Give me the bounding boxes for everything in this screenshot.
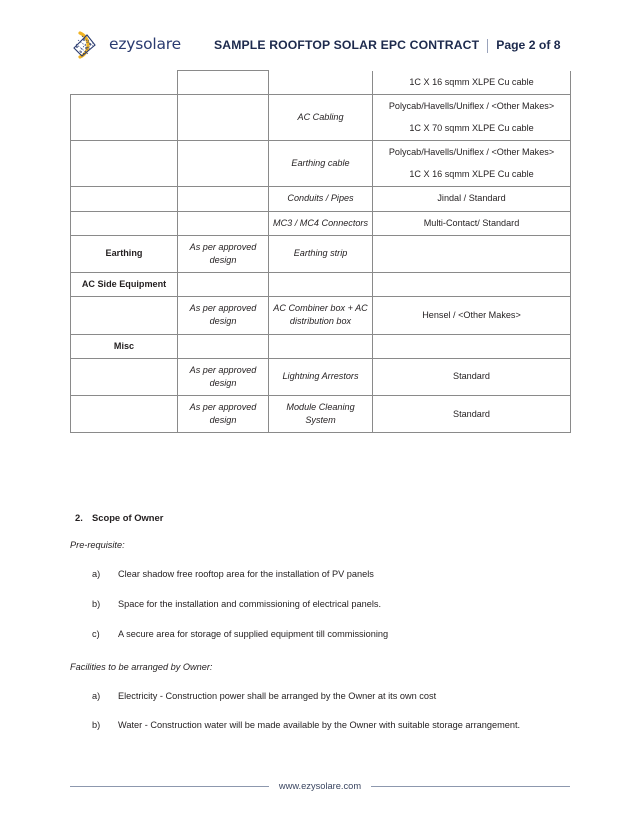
make-line: Polycab/Havells/Uniflex / <Other Makes> bbox=[388, 147, 555, 158]
cell-category bbox=[71, 297, 178, 334]
section-title: Scope of Owner bbox=[92, 512, 164, 523]
brand-wordmark: ezysolare bbox=[109, 35, 181, 54]
table-row bbox=[71, 334, 571, 358]
table-row bbox=[71, 71, 571, 95]
table-row bbox=[71, 141, 571, 187]
cell-design bbox=[178, 141, 269, 187]
document-title: SAMPLE ROOFTOP SOLAR EPC CONTRACT bbox=[214, 38, 480, 52]
cell-item: MC3 / MC4 Connectors bbox=[269, 211, 373, 235]
cell-make: Jindal / Standard bbox=[373, 187, 571, 211]
cell-category: Misc bbox=[71, 334, 178, 358]
list-item bbox=[92, 719, 570, 733]
table-row bbox=[71, 273, 571, 297]
list-item bbox=[92, 690, 570, 704]
table-body bbox=[71, 71, 571, 433]
make-line: 1C X 70 sqmm XLPE Cu cable bbox=[409, 122, 534, 133]
cell-item: Earthing strip bbox=[269, 235, 373, 272]
cell-design bbox=[178, 273, 269, 297]
make-line: 1C X 16 sqmm XLPE Cu cable bbox=[409, 169, 534, 180]
cell-design: As per approved design bbox=[178, 396, 269, 433]
cell-category bbox=[71, 94, 178, 140]
list-marker: b) bbox=[92, 598, 101, 609]
brand-logo bbox=[70, 28, 192, 62]
cell-make bbox=[373, 141, 571, 187]
cell-category bbox=[71, 211, 178, 235]
table-row bbox=[71, 235, 571, 272]
cell-design bbox=[178, 187, 269, 211]
cell-category bbox=[71, 187, 178, 211]
table-row bbox=[71, 211, 571, 235]
table-row bbox=[71, 187, 571, 211]
page-indicator: Page 2 of 8 bbox=[496, 38, 561, 52]
cell-category bbox=[71, 396, 178, 433]
table-row bbox=[71, 297, 571, 334]
solar-panel-sun-icon bbox=[70, 28, 104, 62]
list-text: Clear shadow free rooftop area for the installation of PV panels bbox=[118, 569, 374, 580]
cell-design bbox=[178, 211, 269, 235]
cell-item bbox=[269, 334, 373, 358]
cell-category bbox=[71, 358, 178, 395]
cell-design: As per approved design bbox=[178, 297, 269, 334]
list-marker: b) bbox=[92, 720, 101, 731]
cell-design bbox=[178, 334, 269, 358]
cell-design bbox=[178, 94, 269, 140]
cell-category bbox=[71, 141, 178, 187]
cell-item bbox=[269, 273, 373, 297]
cell-item: AC Combiner box + AC distribution box bbox=[269, 297, 373, 334]
document-body bbox=[70, 512, 570, 749]
footer-website-url: www.ezysolare.com bbox=[278, 781, 362, 791]
list-marker: a) bbox=[92, 569, 101, 580]
list-text: Electricity - Construction power shall be arranged by the Owner at its own cost bbox=[118, 690, 437, 701]
cell-item: Earthing cable bbox=[269, 141, 373, 187]
section-heading bbox=[75, 512, 570, 524]
equipment-specification-table bbox=[70, 70, 571, 433]
footer-rule-right bbox=[371, 786, 570, 787]
cell-make bbox=[373, 235, 571, 272]
cell-make bbox=[373, 94, 571, 140]
list-text: A secure area for storage of supplied equipment till commissioning bbox=[118, 628, 389, 639]
list-text: Space for the installation and commissioning of electrical panels. bbox=[118, 598, 382, 609]
list-item bbox=[92, 628, 570, 642]
section-number: 2. bbox=[75, 512, 83, 523]
header-title-group bbox=[192, 36, 561, 54]
cell-make bbox=[373, 334, 571, 358]
cell-category: Earthing bbox=[71, 235, 178, 272]
page-header bbox=[70, 22, 570, 68]
list-marker: c) bbox=[92, 628, 100, 639]
cell-category bbox=[71, 71, 178, 95]
cell-category: AC Side Equipment bbox=[71, 273, 178, 297]
cell-make: Standard bbox=[373, 396, 571, 433]
cell-item: Conduits / Pipes bbox=[269, 187, 373, 211]
list-text: Water - Construction water will be made available by the Owner with suitable storage arrangement. bbox=[118, 720, 521, 731]
cell-design bbox=[178, 71, 269, 95]
cell-item: Module Cleaning System bbox=[269, 396, 373, 433]
facilities-label: Facilities to be arranged by Owner: bbox=[70, 661, 213, 672]
cell-design: As per approved design bbox=[178, 358, 269, 395]
cell-make: Hensel / <Other Makes> bbox=[373, 297, 571, 334]
prerequisite-label: Pre-requisite: bbox=[70, 540, 125, 551]
list-item bbox=[92, 568, 570, 582]
cell-make bbox=[373, 273, 571, 297]
list-item bbox=[92, 598, 570, 612]
cell-item: Lightning Arrestors bbox=[269, 358, 373, 395]
make-line: Polycab/Havells/Uniflex / <Other Makes> bbox=[388, 100, 555, 111]
cell-item: AC Cabling bbox=[269, 94, 373, 140]
table-row bbox=[71, 94, 571, 140]
title-divider bbox=[487, 39, 488, 53]
list-marker: a) bbox=[92, 690, 101, 701]
cell-make: Standard bbox=[373, 358, 571, 395]
page-footer bbox=[70, 781, 570, 791]
footer-rule-left bbox=[70, 786, 269, 787]
cell-item bbox=[269, 71, 373, 95]
table-row bbox=[71, 358, 571, 395]
table-row bbox=[71, 396, 571, 433]
cell-design: As per approved design bbox=[178, 235, 269, 272]
cell-make: Multi-Contact/ Standard bbox=[373, 211, 571, 235]
cell-make: 1C X 16 sqmm XLPE Cu cable bbox=[373, 71, 571, 95]
